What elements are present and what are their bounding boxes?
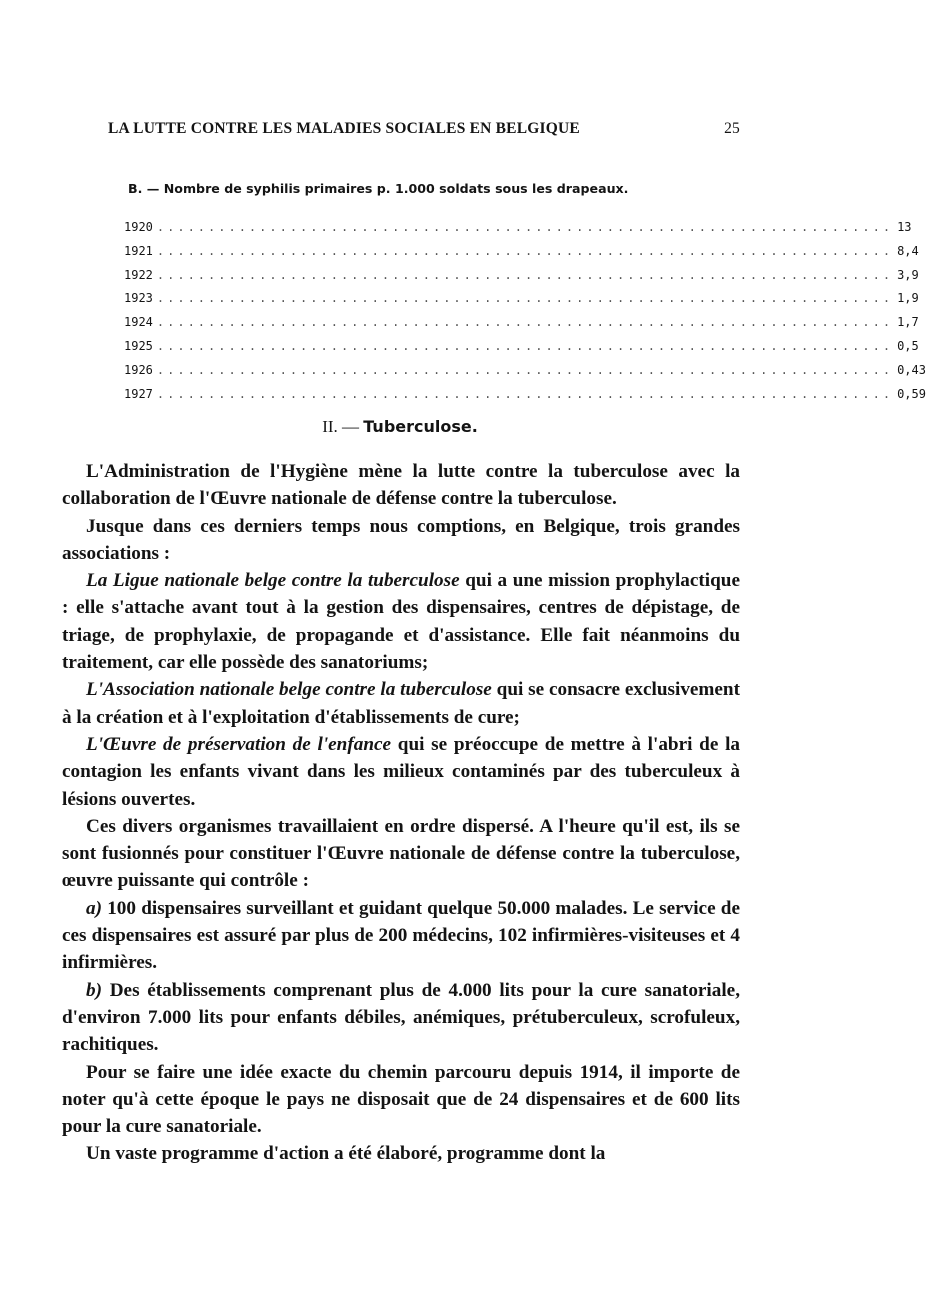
dot-leader: ........................................................................ [156, 243, 894, 258]
year-cell: 1920 [124, 220, 153, 234]
table-row [124, 291, 919, 315]
paragraph [62, 567, 740, 676]
paragraph: Pour se faire une idée exacte du chemin parcouru depuis 1914, il importe de noter qu'à cette époque le pays ne disposait que de 24 dispensaires et de 600 lits pour la cure sanatoriale. [62, 1061, 740, 1138]
year-cell: 1927 [124, 386, 153, 401]
paragraph [62, 731, 740, 813]
year-cell: 1921 [124, 243, 153, 258]
dot-leader: ........................................................................ [156, 362, 894, 377]
value-cell: 3,9 [897, 267, 919, 282]
year-cell: 1925 [124, 338, 153, 353]
dot-leader: ........................................................................ [156, 315, 894, 330]
table-row [124, 386, 926, 411]
paragraph-text: Des établissements comprenant plus de 4.000 lits pour la cure sanatoriale, d'environ 7.000 lits pour enfants débiles, anémiques, prétuberculeux, scrofuleux, rachitiques. [62, 979, 740, 1056]
paragraph [62, 895, 740, 977]
organization-name: L'Œuvre de préservation de l'enfance [86, 733, 392, 755]
year-cell: 1922 [124, 267, 153, 282]
running-header [108, 120, 740, 146]
value-cell: 0,5 [897, 338, 919, 353]
value-cell: 0,59 [897, 386, 926, 401]
paragraph: Un vaste programme d'action a été élaboré, programme dont la [86, 1143, 606, 1165]
paragraph-text: qui se consacre exclusivement à la création et à l'exploitation d'établissements de cure; [62, 679, 740, 728]
table-row [124, 362, 926, 387]
list-label: a) [86, 897, 102, 919]
year-cell: 1926 [124, 362, 153, 377]
paragraph-text: qui a une mission prophylactique : elle s'attache avant tout à la gestion des dispensaires, centres de dépistage, de triage, de prophylaxie, de propagande et d'assistance. Elle fait néanmoins du traitement, car elle possède des sanatoriums; [62, 570, 740, 674]
syphilis-statistics-table [124, 220, 926, 410]
value-cell: 0,43 [897, 362, 926, 377]
value-cell: 8,4 [897, 243, 919, 258]
dot-leader: ........................................................................ [156, 291, 894, 306]
year-cell: 1923 [124, 291, 153, 306]
running-header-title: LA LUTTE CONTRE LES MALADIES SOCIALES EN BELGIQUE [108, 120, 580, 137]
table-row [124, 220, 912, 244]
year-cell: 1924 [124, 315, 153, 330]
paragraph-text: qui se préoccupe de mettre à l'abri de la contagion les enfants vivant dans les milieux contaminés par des tuberculeux à lésions ouvertes. [62, 733, 741, 810]
paragraph: Ces divers organismes travaillaient en ordre dispersé. A l'heure qu'il est, ils se sont fusionnés pour constituer l'Œuvre nationale de défense contre la tuberculose, œuvre puissante qui contrôle : [62, 815, 740, 892]
section-number: II. — [322, 417, 360, 436]
paragraph [62, 977, 740, 1059]
paragraph: L'Administration de l'Hygiène mène la lutte contre la tuberculose avec la collaboration de l'Œuvre nationale de défense contre la tuberculose. [62, 461, 740, 510]
organization-name: La Ligue nationale belge contre la tuberculose [86, 570, 460, 592]
organization-name: L'Association nationale belge contre la tuberculose [86, 679, 492, 701]
table-row [124, 338, 919, 363]
dot-leader: ........................................................................ [156, 386, 894, 401]
page-number: 25 [724, 120, 740, 137]
dot-leader: ........................................................................ [156, 338, 894, 353]
paragraph [62, 676, 740, 731]
table-row [124, 267, 919, 292]
paragraph: Jusque dans ces derniers temps nous comptions, en Belgique, trois grandes associations : [62, 515, 740, 564]
value-cell: 1,9 [897, 291, 919, 306]
value-cell: 13 [897, 220, 912, 234]
list-label: b) [86, 979, 102, 1001]
table-row [124, 243, 919, 268]
dot-leader: ........................................................................ [156, 267, 894, 282]
section-heading [0, 417, 800, 437]
section-title: Tuberculose. [363, 417, 478, 436]
table-caption: B. — Nombre de syphilis primaires p. 1.000 soldats sous les drapeaux. [128, 181, 629, 196]
value-cell: 1,7 [897, 315, 919, 330]
paragraph-text: 100 dispensaires surveillant et guidant quelque 50.000 malades. Le service de ces dispensaires est assuré par plus de 200 médecins, 102 infirmières-visiteuses et 4 infirmières. [62, 897, 740, 974]
table-row [124, 315, 919, 339]
dot-leader: ........................................................................ [156, 220, 894, 234]
body-text [62, 458, 740, 1168]
